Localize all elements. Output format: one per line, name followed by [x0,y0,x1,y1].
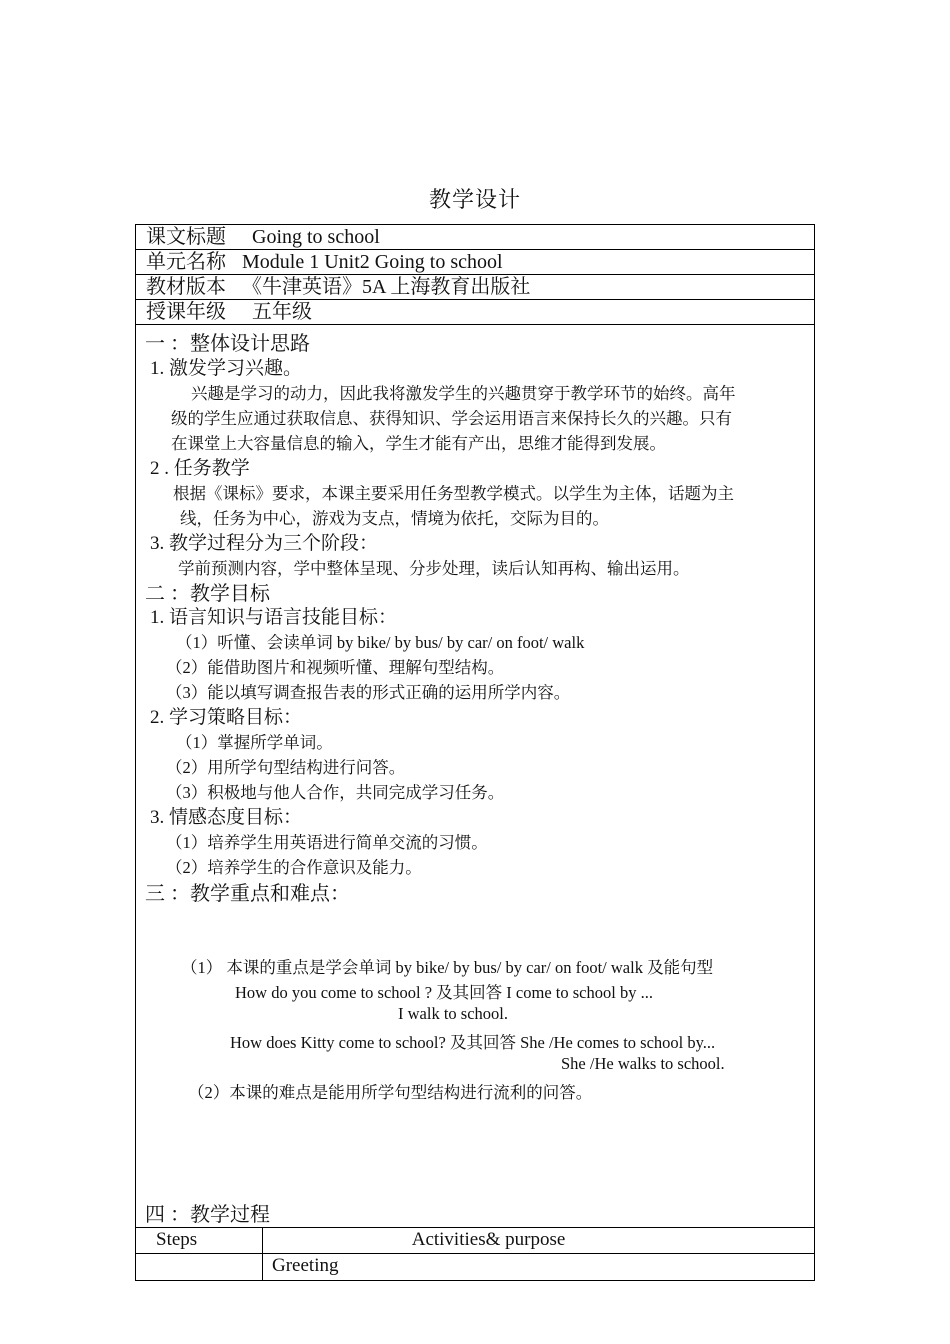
paragraph-line: 线，任务为中心，游戏为支点，情境为依托，交际为目的。 [180,509,609,528]
key-point-line: （1） 本课的重点是学会单词 by bike/ by bus/ by car/ on foot/ walk 及能句型 [181,958,714,977]
step-cell [136,1254,263,1280]
process-table-header [136,1228,814,1254]
process-table-row [136,1254,814,1280]
list-item: （1）听懂、会读单词 by bike/ by bus/ by car/ on foot/ walk [176,633,585,652]
item-title: 3. 教学过程分为三个阶段： [150,533,379,554]
key-point-line: How does Kitty come to school? 及其回答 She /He comes to school by... [230,1033,716,1052]
key-point-line: How do you come to school ? 及其回答 I come to school by ... [235,983,653,1002]
list-item: （3）能以填写调查报告表的形式正确的运用所学内容。 [166,683,571,702]
difficulty-line: （2）本课的难点是能用所学句型结构进行流利的问答。 [188,1083,593,1102]
info-value: Module 1 Unit2 Going to school [242,251,503,273]
list-item: （1）培养学生用英语进行简单交流的习惯。 [166,833,488,852]
list-item: （3）积极地与他人合作，共同完成学习任务。 [166,783,505,802]
item-title: 1. 语言知识与语言技能目标： [150,607,398,628]
info-label: 授课年级 [146,301,226,323]
paragraph-line: 根据《课标》要求，本课主要采用任务型教学模式。以学生为主体，话题为主 [173,484,734,503]
info-label: 课文标题 [146,226,226,248]
item-title: 1. 激发学习兴趣。 [150,358,303,379]
section-heading: 三 ：教学重点和难点： [145,883,350,905]
info-row-title [136,225,814,250]
info-value: 《牛津英语》5A 上海教育出版社 [242,276,531,298]
info-row-edition [136,275,814,300]
paragraph-line: 级的学生应通过获取信息、获得知识、学会运用语言来保持长久的兴趣。只有 [171,409,732,428]
item-title: 2. 学习策略目标： [150,707,303,728]
item-title: 2 . 任务教学 [150,458,250,479]
activity-cell: Greeting [272,1255,339,1276]
item-title: 3. 情感态度目标： [150,807,303,828]
steps-header: Steps [136,1228,263,1253]
paragraph-line: 兴趣是学习的动力，因此我将激发学生的兴趣贯穿于教学环节的始终。高年 [191,384,736,403]
list-item: （2）能借助图片和视频听懂、理解句型结构。 [166,658,505,677]
info-value: 五年级 [252,301,312,323]
section-heading: 四 ：教学过程 [145,1204,270,1226]
section-heading: 一 ：整体设计思路 [145,333,310,355]
info-label: 教材版本 [146,276,226,298]
paragraph-line: 学前预测内容，学中整体呈现、分步处理，读后认知再构、输出运用。 [178,559,690,578]
list-item: （2）培养学生的合作意识及能力。 [166,858,422,877]
paragraph-line: 在课堂上大容量信息的输入，学生才能有产出，思维才能得到发展。 [171,434,666,453]
info-value: Going to school [252,226,380,248]
list-item: （2）用所学句型结构进行问答。 [166,758,406,777]
key-point-line: I walk to school. [398,1004,508,1023]
design-content [136,325,814,1228]
info-label: 单元名称 [146,251,226,273]
activities-header: Activities& purpose [411,1229,566,1250]
key-point-line: She /He walks to school. [561,1054,725,1073]
section-heading: 二 ：教学目标 [145,583,270,605]
lesson-design-table [135,224,815,1281]
info-row-grade [136,300,814,325]
document-title: 教学设计 [428,187,521,212]
list-item: （1）掌握所学单词。 [176,733,333,752]
info-row-unit [136,250,814,275]
